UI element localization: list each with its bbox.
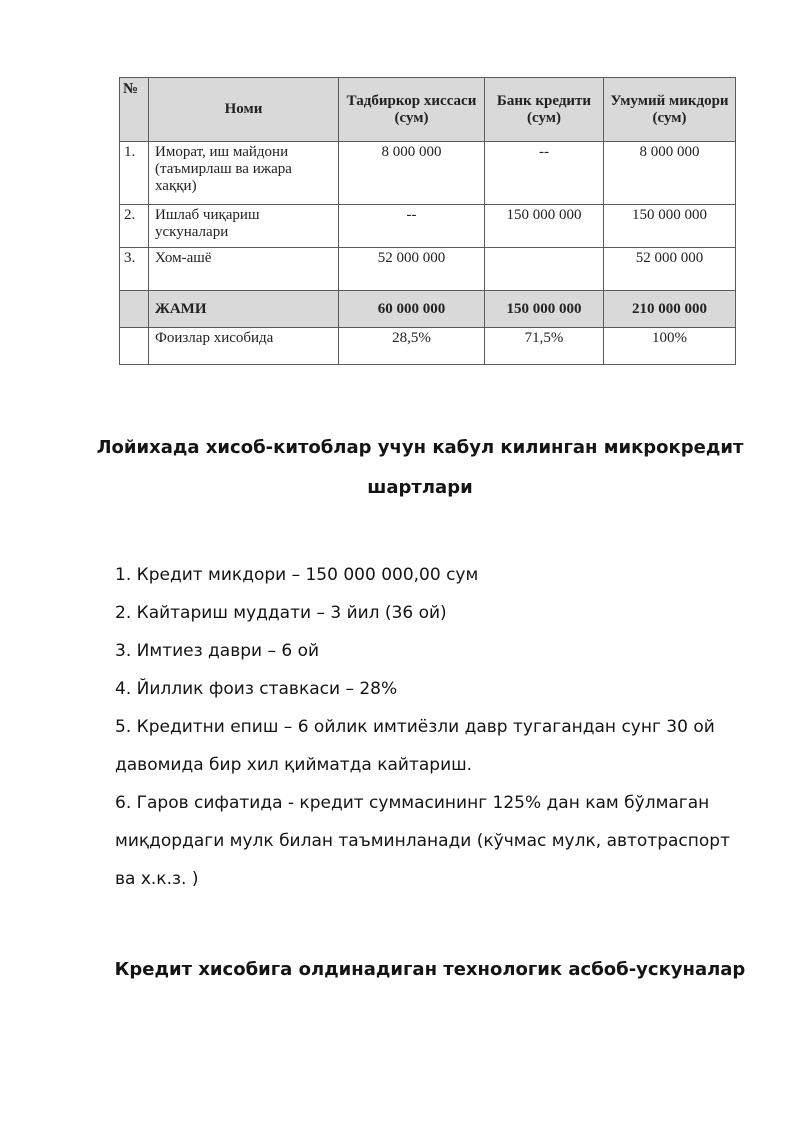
header-entrepreneur-share: Тадбиркор хиссаси (сум)	[339, 78, 485, 142]
header-bank-credit: Банк кредити (сум)	[485, 78, 604, 142]
percent-total-value: 100%	[604, 328, 736, 365]
row-entrepreneur-value: 8 000 000	[339, 142, 485, 205]
row-entrepreneur-value: --	[339, 205, 485, 248]
percent-row-number	[120, 328, 149, 365]
table-header-row	[120, 78, 736, 142]
row-total-value: 52 000 000	[604, 248, 736, 291]
row-name: Хом-ашё	[149, 248, 339, 291]
row-bank-value: 150 000 000	[485, 205, 604, 248]
row-bank-value	[485, 248, 604, 291]
header-number: №	[120, 78, 149, 142]
total-row-number	[120, 291, 149, 328]
row-entrepreneur-value: 52 000 000	[339, 248, 485, 291]
table-row	[120, 248, 736, 291]
row-name: Иморат, иш майдони (таъмирлаш ва ижара хаққи)	[149, 142, 339, 205]
list-item: 6. Гаров сифатида - кредит суммасининг 125% дан кам бўлмаган миқдордаги мулк билан таъминланади (кўчмас мулк, автотраспорт ва х.к.з. )	[115, 793, 730, 889]
row-number: 1.	[120, 142, 149, 205]
credit-conditions-list	[115, 556, 755, 898]
total-overall-value: 210 000 000	[604, 291, 736, 328]
percent-entrepreneur-value: 28,5%	[339, 328, 485, 365]
percent-row-label: Фоизлар хисобида	[149, 328, 339, 365]
header-total-amount: Умумий микдори (сум)	[604, 78, 736, 142]
row-number: 2.	[120, 205, 149, 248]
row-total-value: 150 000 000	[604, 205, 736, 248]
header-name: Номи	[149, 78, 339, 142]
microcredit-terms-heading: Лойихада хисоб-китоблар учун кабул килинган микрокредит шартлари	[96, 437, 744, 498]
row-bank-value: --	[485, 142, 604, 205]
list-item: 5. Кредитни епиш – 6 ойлик имтиёзли давр тугагандан сунг 30 ой давомида бир хил қийматда кайтариш.	[115, 717, 715, 775]
table-row	[120, 142, 736, 205]
investment-table	[119, 77, 736, 365]
investment-table-container	[119, 77, 735, 365]
table-total-row	[120, 291, 736, 328]
total-entrepreneur-value: 60 000 000	[339, 291, 485, 328]
list-item: 3. Имтиез даври – 6 ой	[115, 641, 320, 661]
list-item: 1. Кредит микдори – 150 000 000,00 сум	[115, 565, 479, 585]
table-row	[120, 205, 736, 248]
total-bank-value: 150 000 000	[485, 291, 604, 328]
list-item: 4. Йиллик фоиз ставкаси – 28%	[115, 679, 398, 699]
row-total-value: 8 000 000	[604, 142, 736, 205]
row-name: Ишлаб чиқариш ускуналари	[149, 205, 339, 248]
list-item: 2. Кайтариш муддати – 3 йил (36 ой)	[115, 603, 447, 623]
percent-bank-value: 71,5%	[485, 328, 604, 365]
total-row-label: ЖАМИ	[149, 291, 339, 328]
table-percent-row	[120, 328, 736, 365]
equipment-section-heading: Кредит хисобига олдинадиган технологик асбоб-ускуналар	[114, 959, 746, 980]
row-number: 3.	[120, 248, 149, 291]
